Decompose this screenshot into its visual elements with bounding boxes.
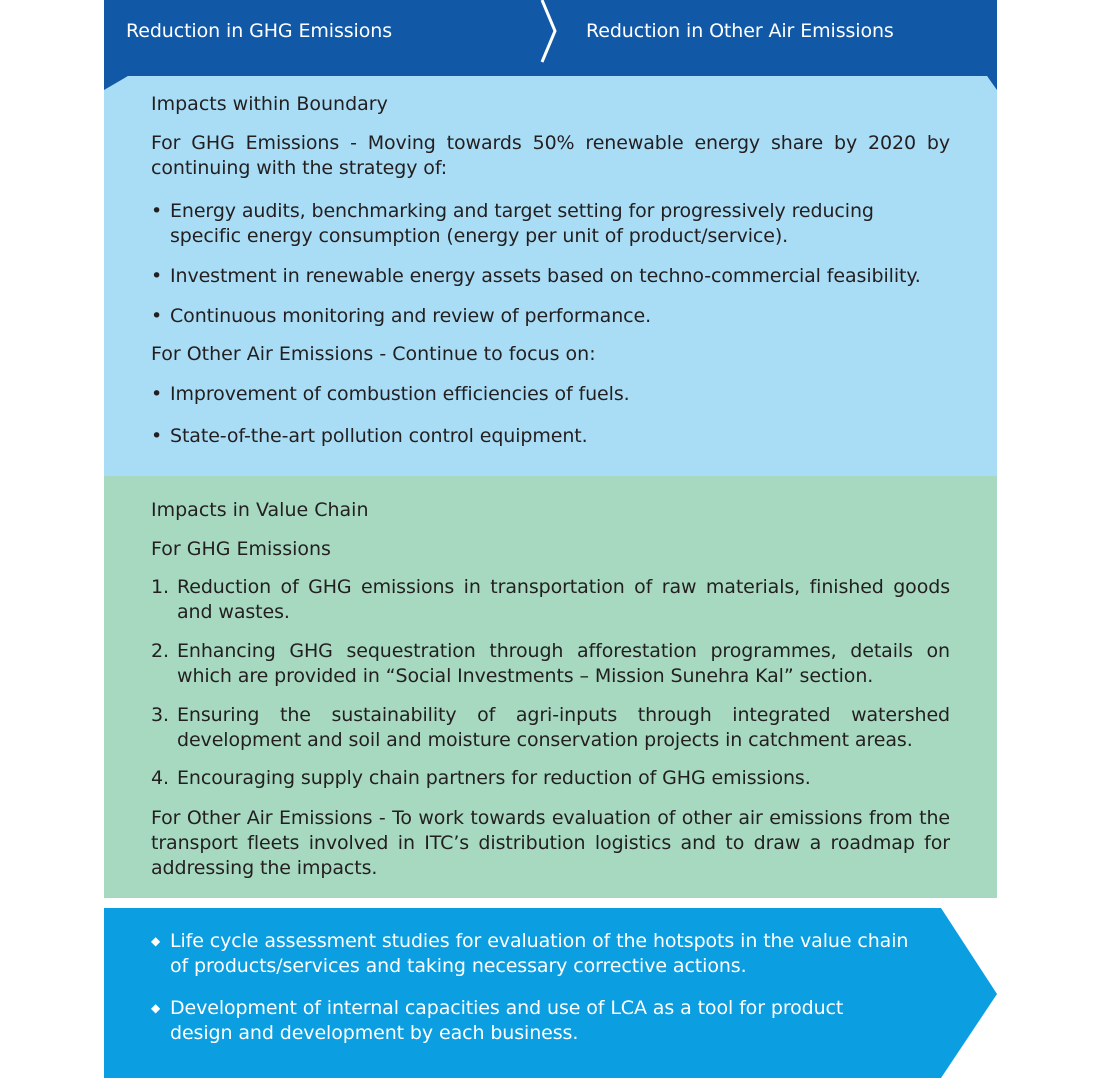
list-item-text: Ensuring the sustainability of agri-inputs through integrated watershed development and soil and moisture conservation projects in catchment areas.: [177, 704, 950, 751]
list-item-number: 4.: [151, 767, 169, 789]
value-chain-panel: [104, 476, 997, 898]
list-item: [151, 929, 911, 979]
diamond-bullet-icon: ◆: [151, 1001, 161, 1015]
boundary-panel: [104, 90, 997, 476]
list-item: [151, 996, 911, 1046]
list-item-number: 2.: [151, 640, 169, 662]
list-item: [151, 199, 950, 249]
list-item: [151, 304, 950, 329]
list-item: [151, 766, 950, 791]
list-item: [151, 575, 950, 625]
bullet-dot-icon: •: [151, 383, 163, 405]
header-left-title: Reduction in GHG Emissions: [126, 20, 392, 42]
list-item-text: Reduction of GHG emissions in transportation of raw materials, finished goods and wastes.: [177, 576, 950, 623]
boundary-air-intro: For Other Air Emissions - Continue to focus on:: [151, 343, 596, 365]
value-chain-air-text: For Other Air Emissions - To work towards evaluation of other air emissions from the transport fleets involved in ITC’s distribution logistics and to draw a roadmap for addressing the impacts.: [151, 807, 950, 879]
boundary-heading: Impacts within Boundary: [151, 93, 388, 115]
list-item-text: Development of internal capacities and use of LCA as a tool for product design and development by each business.: [170, 997, 844, 1044]
list-item-text: Continuous monitoring and review of performance.: [170, 305, 652, 327]
list-item-text: Life cycle assessment studies for evaluation of the hotspots in the value chain of products/services and taking necessary corrective actions.: [170, 930, 909, 977]
list-item-text: Improvement of combustion efficiencies of fuels.: [170, 383, 630, 405]
value-chain-heading: Impacts in Value Chain: [151, 499, 369, 521]
list-item-text: Investment in renewable energy assets based on techno-commercial feasibility.: [170, 265, 921, 287]
list-item: [151, 382, 950, 407]
bullet-dot-icon: •: [151, 200, 163, 222]
boundary-ghg-intro: For GHG Emissions - Moving towards 50% renewable energy share by 2020 by continuing with the strategy of:: [151, 132, 950, 179]
diamond-bullet-icon: ◆: [151, 934, 161, 948]
list-item-number: 3.: [151, 704, 169, 726]
list-item: [151, 703, 950, 753]
list-item-text: Encouraging supply chain partners for reduction of GHG emissions.: [177, 767, 811, 789]
list-item-text: State-of-the-art pollution control equipment.: [170, 425, 588, 447]
bullet-dot-icon: •: [151, 425, 163, 447]
list-item: [151, 639, 950, 689]
list-item-text: Energy audits, benchmarking and target setting for progressively reducing specific energy consumption (energy per unit of product/service).: [170, 200, 874, 247]
bullet-dot-icon: •: [151, 265, 163, 287]
bullet-dot-icon: •: [151, 305, 163, 327]
list-item-text: Enhancing GHG sequestration through afforestation programmes, details on which are provided in “Social Investments – Mission Sunehra Kal” section.: [177, 640, 950, 687]
value-chain-ghg-heading: For GHG Emissions: [151, 538, 331, 560]
list-item-number: 1.: [151, 576, 169, 598]
list-item: [151, 264, 950, 289]
list-item: [151, 424, 950, 449]
header-right-title: Reduction in Other Air Emissions: [586, 20, 894, 42]
future-actions-arrow: [104, 908, 997, 1078]
